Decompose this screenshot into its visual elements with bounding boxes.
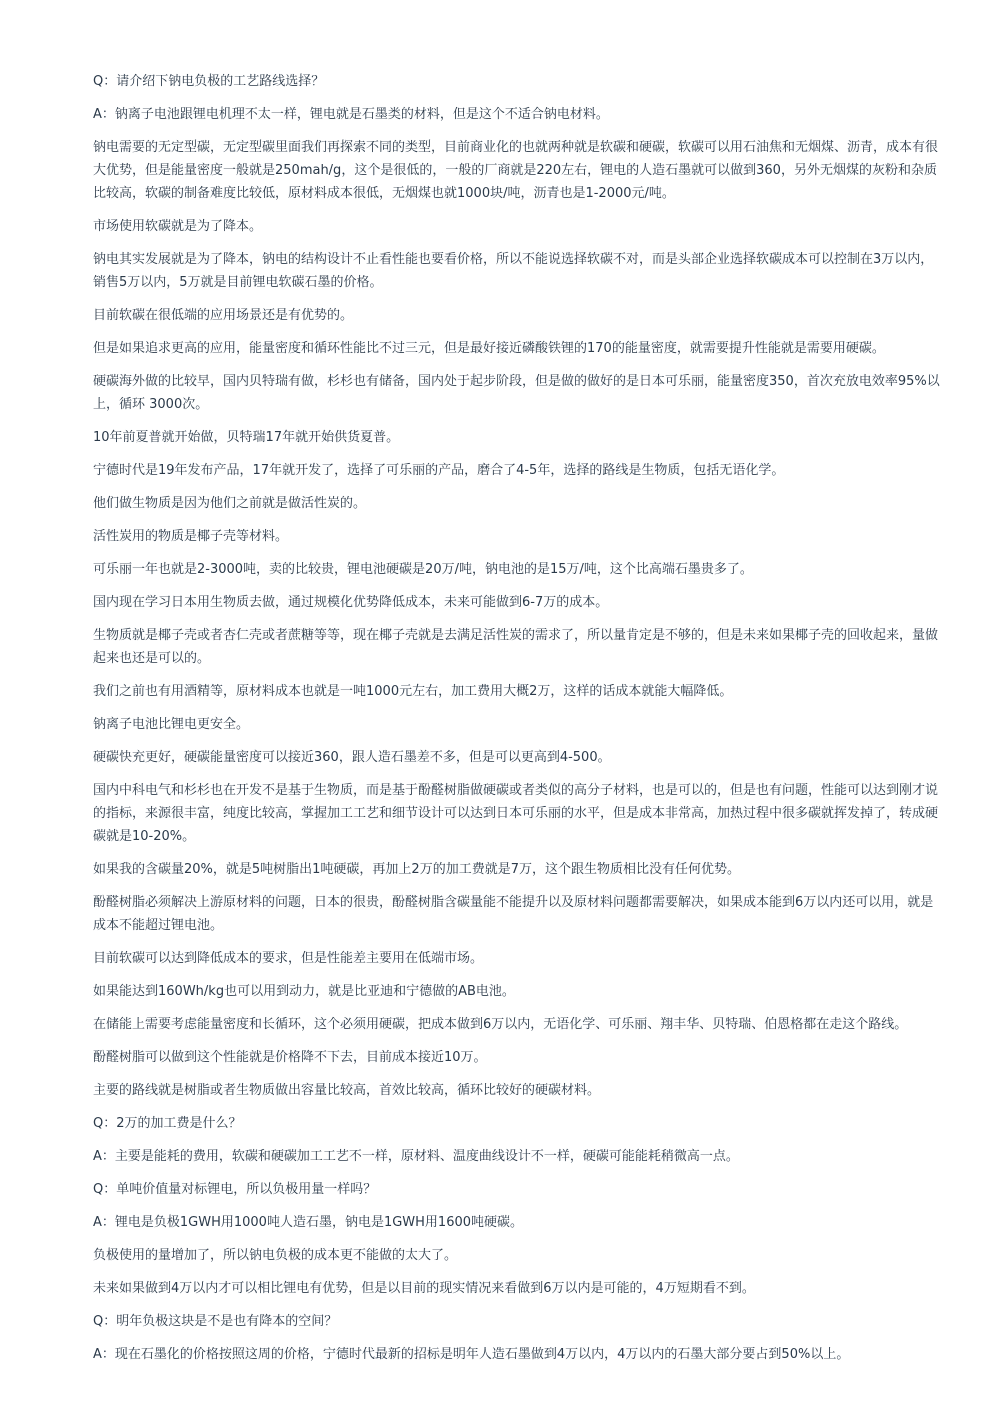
body-paragraph: 可乐丽一年也就是2-3000吨，卖的比较贵，锂电池硬碳是20万/吨，钠电池的是15万/吨，这个比高端石墨贵多了。 (93, 562, 753, 577)
body-paragraph: 我们之前也有用酒精等，原材料成本也就是一吨1000元左右，加工费用大概2万，这样的话成本就能大幅降低。 (93, 684, 733, 699)
body-paragraph: 目前软碳在很低端的应用场景还是有优势的。 (93, 308, 354, 323)
body-paragraph: 在储能上需要考虑能量密度和长循环，这个必须用硬碳，把成本做到6万以内，无语化学、可乐丽、翔丰华、贝特瑞、伯恩格都在走这个路线。 (93, 1017, 908, 1032)
body-paragraph: 生物质就是椰子壳或者杏仁壳或者蔗糖等等，现在椰子壳就是去满足活性炭的需求了，所以量肯定是不够的，但是未来如果椰子壳的回收起来，量做起来也还是可以的。 (93, 628, 939, 666)
body-paragraph: 硬碳快充更好，硬碳能量密度可以接近360，跟人造石墨差不多，但是可以更高到4-500。 (93, 750, 611, 765)
question-paragraph: Q：明年负极这块是不是也有降本的空间？ (93, 1314, 338, 1329)
body-paragraph: 目前软碳可以达到降低成本的要求，但是性能差主要用在低端市场。 (93, 951, 484, 966)
question-paragraph: Q：单吨价值量对标锂电，所以负极用量一样吗？ (93, 1182, 377, 1197)
body-paragraph: 国内现在学习日本用生物质去做，通过规模化优势降低成本，未来可能做到6-7万的成本。 (93, 595, 609, 610)
body-paragraph: 主要的路线就是树脂或者生物质做出容量比较高，首效比较高，循环比较好的硬碳材料。 (93, 1083, 601, 1098)
question-paragraph: Q：请介绍下钠电负极的工艺路线选择？ (93, 74, 325, 89)
body-paragraph: 如果能达到160Wh/kg也可以用到动力，就是比亚迪和宁德做的AB电池。 (93, 984, 515, 999)
body-paragraph: 如果我的含碳量20%，就是5吨树脂出1吨硬碳，再加上2万的加工费就是7万，这个跟生物质相比没有任何优势。 (93, 862, 740, 877)
body-paragraph: 钠离子电池比锂电更安全。 (93, 717, 250, 732)
question-paragraph: Q：2万的加工费是什么？ (93, 1116, 242, 1131)
body-paragraph: 硬碳海外做的比较早，国内贝特瑞有做，杉杉也有储备，国内处于起步阶段，但是做的做好的是日本可乐丽，能量密度350，首次充放电效率95%以上，循环 3000次。 (93, 374, 940, 412)
answer-paragraph: A：现在石墨化的价格按照这周的价格，宁德时代最新的招标是明年人造石墨做到4万以内，4万以内的石墨大部分要占到50%以上。 (93, 1347, 850, 1362)
body-paragraph: 酚醛树脂必须解决上游原材料的问题，日本的很贵，酚醛树脂含碳量能不能提升以及原材料问题都需要解决，如果成本能到6万以内还可以用，就是成本不能超过锂电池。 (93, 895, 934, 933)
body-paragraph: 宁德时代是19年发布产品，17年就开发了，选择了可乐丽的产品，磨合了4-5年，选择的路线是生物质，包括无语化学。 (93, 463, 785, 478)
body-paragraph: 钠电其实发展就是为了降本，钠电的结构设计不止看性能也要看价格，所以不能说选择软碳不对，而是头部企业选择软碳成本可以控制在3万以内，销售5万以内，5万就是目前锂电软碳石墨的价格。 (93, 252, 934, 290)
body-paragraph: 市场使用软碳就是为了降本。 (93, 219, 263, 234)
body-paragraph: 未来如果做到4万以内才可以相比锂电有优势，但是以目前的现实情况来看做到6万以内是可能的，4万短期看不到。 (93, 1281, 755, 1296)
answer-paragraph: A：主要是能耗的费用，软碳和硬碳加工工艺不一样，原材料、温度曲线设计不一样，硬碳可能能耗稍微高一点。 (93, 1149, 739, 1164)
body-paragraph: 10年前夏普就开始做，贝特瑞17年就开始供货夏普。 (93, 430, 400, 445)
body-paragraph: 负极使用的量增加了，所以钠电负极的成本更不能做的太大了。 (93, 1248, 458, 1263)
body-paragraph: 但是如果追求更高的应用，能量密度和循环性能比不过三元，但是最好接近磷酸铁锂的170的能量密度，就需要提升性能就是需要用硬碳。 (93, 341, 885, 356)
body-paragraph: 他们做生物质是因为他们之前就是做活性炭的。 (93, 496, 367, 511)
answer-paragraph: A：钠离子电池跟锂电机理不太一样，锂电就是石墨类的材料，但是这个不适合钠电材料。 (93, 107, 609, 122)
answer-paragraph: A：锂电是负极1GWH用1000吨人造石墨，钠电是1GWH用1600吨硬碳。 (93, 1215, 524, 1230)
body-paragraph: 钠电需要的无定型碳，无定型碳里面我们再探索不同的类型，目前商业化的也就两种就是软碳和硬碳，软碳可以用石油焦和无烟煤、沥青，成本有很大优势，但是能量密度一般就是250mah/g，这个是很低的，一般的厂商就是220左右，锂电的人造石墨就可以做到360，另外无烟煤的灰粉和杂质比较高，软碳的制备难度比较低，原材料成本很低，无烟煤也就1000块/吨，沥青也是1-2000元/吨。 (93, 140, 939, 201)
body-paragraph: 酚醛树脂可以做到这个性能就是价格降不下去，目前成本接近10万。 (93, 1050, 487, 1065)
body-paragraph: 国内中科电气和杉杉也在开发不是基于生物质，而是基于酚醛树脂做硬碳或者类似的高分子材料，也是可以的，但是也有问题，性能可以达到刚才说的指标，来源很丰富，纯度比较高，掌握加工工艺和细节设计可以达到日本可乐丽的水平，但是成本非常高，加热过程中很多碳就挥发掉了，转成硬碳就是10-20%。 (93, 783, 939, 844)
body-paragraph: 活性炭用的物质是椰子壳等材料。 (93, 529, 289, 544)
